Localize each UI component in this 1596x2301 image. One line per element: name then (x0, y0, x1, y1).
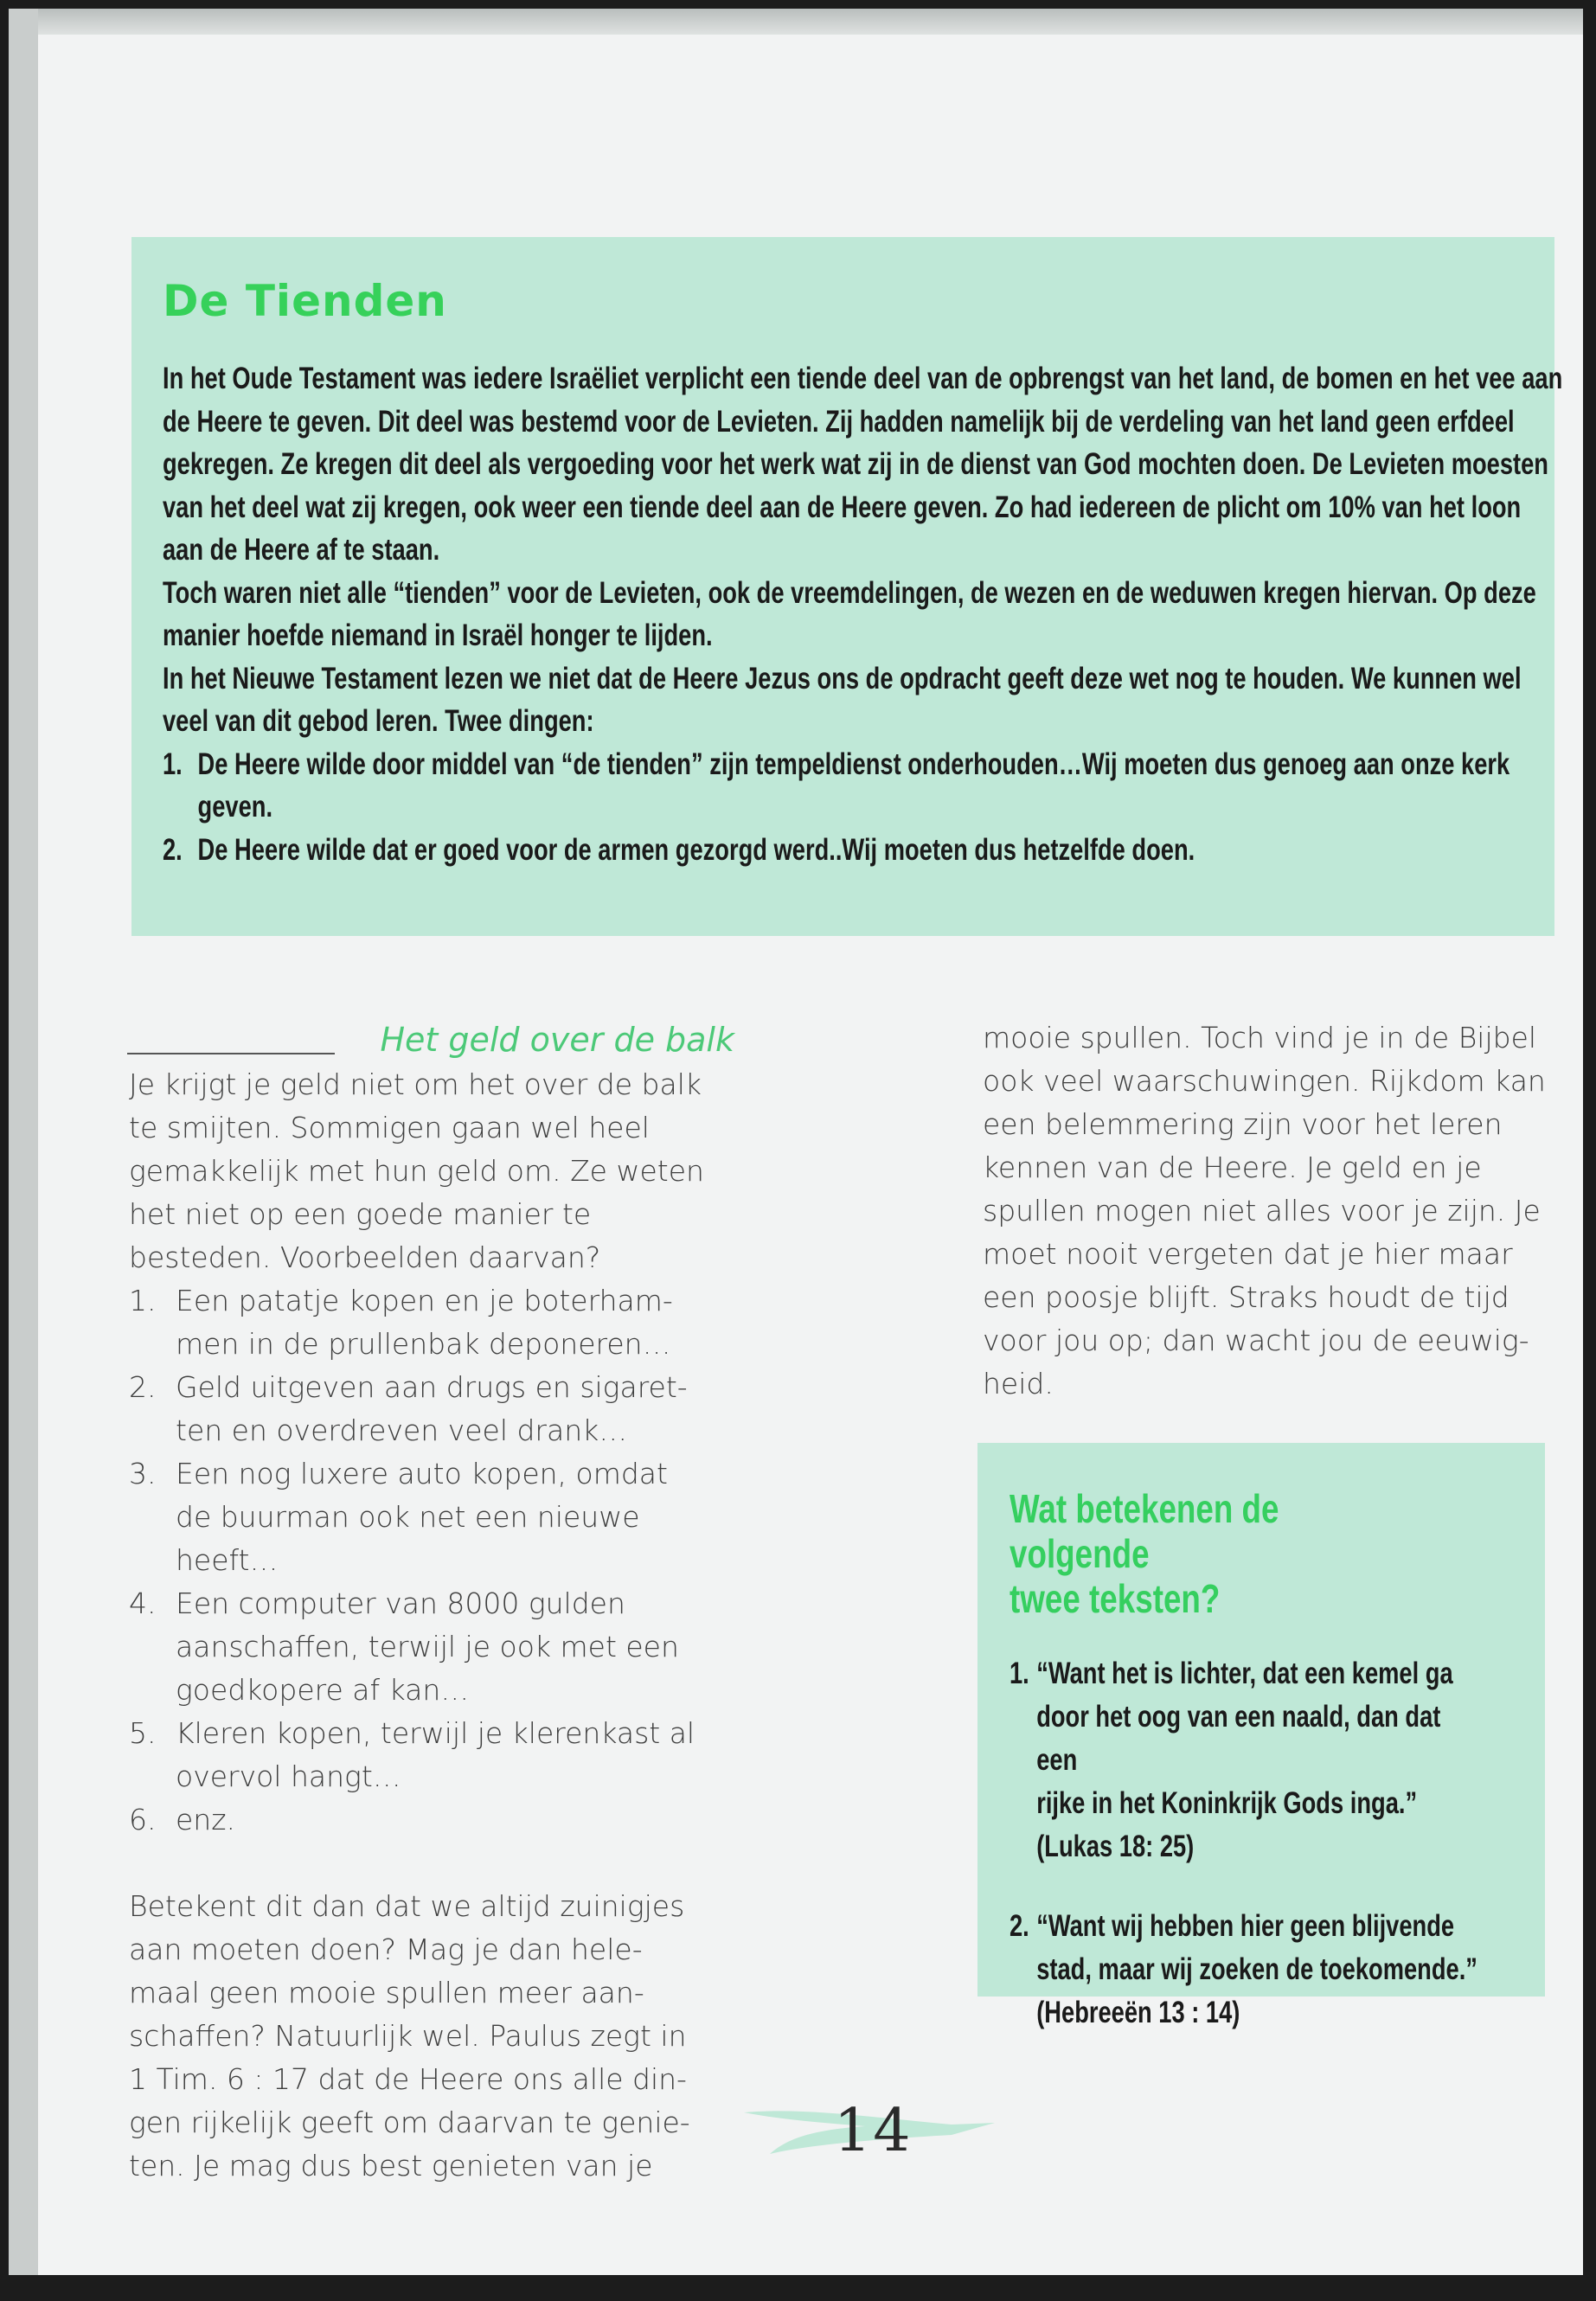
list-item (163, 743, 1566, 829)
quote-line: door het oog van een naald, dan dat een (1036, 1700, 1441, 1777)
list-text: De Heere wilde dat er goed voor de armen gezorgd werd..Wij moeten dus hetzelfde doen. (197, 832, 1195, 867)
list-line: aanschaffen, terwijl je ook met een (176, 1630, 679, 1663)
list-number: 1. (163, 747, 183, 781)
quote-line: stad, maar wij zoeken de toekomende.” (1036, 1952, 1477, 1986)
section-heading: Het geld over de balk (129, 1016, 734, 1063)
paragraph-line: mooie spullen. Toch vind je in de Bijbel (983, 1021, 1537, 1054)
list-line: heeft… (176, 1543, 279, 1577)
paragraph-line: ten. Je mag dus best genieten van je (129, 2149, 653, 2182)
paragraph-line: spullen mogen niet alles voor je zijn. Je (983, 1194, 1541, 1227)
page-number (735, 2093, 1012, 2171)
paragraph-line: een poosje blijft. Straks houdt de tijd (983, 1280, 1509, 1314)
question-list (1010, 1652, 1482, 2035)
paragraph-line: 1 Tim. 6 : 17 dat de Heere ons alle din- (129, 2062, 687, 2096)
list-number: 1. (1010, 1657, 1029, 1690)
paragraph-line: voor jou op; dan wacht jou de eeuwig- (983, 1324, 1529, 1357)
tienden-paragraph: In het Nieuwe Testament lezen we niet dat de Heere Jezus ons de opdracht geeft deze wet nog te houden. We kunnen wel veel van dit gebod leren. Twee dingen: (163, 661, 1522, 738)
list-number: 1. (129, 1284, 157, 1317)
list-item (129, 1279, 734, 1366)
paragraph-line: maal geen mooie spullen meer aan- (129, 1976, 644, 2009)
tienden-body (163, 357, 1566, 871)
paragraph-line: moet nooit vergeten dat je hier maar (983, 1237, 1513, 1271)
tienden-paragraph: In het Oude Testament was iedere Israëliet verplicht een tiende deel van de opbrengst van het land, de bomen en het vee aan de Heere te geven. Dit deel was bestemd voor de Levieten. Zij hadden namelijk bij de verdeling van het land geen erfdeel gekregen. Ze kregen dit deel als vergoeding voor het werk wat zij in de dienst van God mochten doen. De Levieten moesten van het deel wat zij kregen, ook weer een tiende deel aan de Heere geven. Zo had iedereen de plicht om 10% van het loon aan de Heere af te staan. (163, 362, 1563, 567)
tienden-box (131, 237, 1563, 936)
list-line: overvol hangt… (176, 1759, 401, 1793)
quote-line: “Want het is lichter, dat een kemel ga (1036, 1657, 1453, 1690)
list-line: Geld uitgeven aan drugs en sigaret- (176, 1370, 688, 1404)
paragraph-line: een belemmering zijn voor het leren (983, 1107, 1503, 1141)
question-box-title (1010, 1486, 1425, 1621)
continued-paragraph (983, 1016, 1583, 1406)
spacer (129, 1842, 734, 1885)
reference-line: (Hebreeën 13 : 14) (1036, 1996, 1240, 2029)
title-line: Wat betekenen de volgende (1010, 1486, 1279, 1576)
paragraph-line: heid. (983, 1367, 1054, 1400)
list-item (129, 1366, 734, 1452)
paragraph-line: aan moeten doen? Mag je dan hele- (129, 1932, 643, 1966)
list-text: De Heere wilde door middel van “de tienden” zijn tempeldienst onderhouden…Wij moeten dus genoeg aan onze kerk geven. (197, 747, 1510, 824)
list-item (163, 829, 1566, 872)
list-number: 3. (129, 1457, 157, 1490)
list-line: Een computer van 8000 gulden (176, 1586, 625, 1620)
list-line: Kleren kopen, terwijl je klerenkast al (176, 1716, 695, 1750)
tienden-title: De Tienden (163, 276, 447, 326)
reference-line: (Lukas 18: 25) (1036, 1830, 1195, 1863)
list-item (1010, 1905, 1482, 2035)
list-line: Een patatje kopen en je boterham- (176, 1284, 673, 1317)
title-line: twee teksten? (1010, 1576, 1221, 1621)
list-line: ten en overdreven veel drank… (176, 1413, 628, 1447)
paragraph-line: schaffen? Natuurlijk wel. Paulus zegt in (129, 2019, 687, 2053)
tienden-paragraph: Toch waren niet alle “tienden” voor de Levieten, ook de vreemdelingen, de wezen en de weduwen kregen hiervan. Op deze manier hoefde niemand in Israël honger te lijden. (163, 575, 1536, 652)
page-number-text: 14 (834, 2097, 913, 2165)
list-line: enz. (176, 1803, 236, 1836)
question-box (977, 1443, 1545, 2029)
intro-paragraph: Je krijgt je geld niet om het over de balk te smijten. Sommigen gaan wel heel gemakkelijk met hun geld om. Ze weten het niet op een goede manier te besteden. Voorbeelden daarvan? (129, 1067, 704, 1274)
tienden-list (163, 743, 1566, 872)
list-line: goedkopere af kan… (176, 1673, 470, 1707)
book-page (9, 9, 1583, 2275)
paragraph-line: kennen van de Heere. Je geld en je (983, 1150, 1482, 1184)
right-column (983, 1016, 1583, 1406)
closing-paragraph (129, 1885, 734, 2188)
list-item (129, 1452, 734, 1582)
list-number: 2. (1010, 1909, 1029, 1943)
list-item (129, 1798, 734, 1842)
quote-line: rijke in het Koninkrijk Gods inga.” (1036, 1786, 1418, 1820)
list-number: 5. (129, 1716, 157, 1750)
quote-line: “Want wij hebben hier geen blijvende (1036, 1909, 1455, 1943)
paragraph-line: ook veel waarschuwingen. Rijkdom kan (983, 1064, 1546, 1098)
paragraph-line: Betekent dit dan dat we altijd zuinigjes (129, 1889, 685, 1923)
list-number: 2. (129, 1370, 157, 1404)
list-item (129, 1712, 734, 1798)
list-number: 2. (163, 832, 183, 867)
list-number: 6. (129, 1803, 157, 1836)
list-line: men in de prullenbak deponeren… (176, 1327, 671, 1361)
list-line: Een nog luxere auto kopen, omdat (176, 1457, 668, 1490)
left-column (129, 1016, 734, 2188)
paragraph-line: gen rijkelijk geeft om daarvan te genie- (129, 2106, 690, 2139)
list-line: de buurman ook net een nieuwe (176, 1500, 640, 1534)
list-item (1010, 1652, 1482, 1868)
list-item (129, 1582, 734, 1712)
examples-list (129, 1279, 734, 1842)
list-number: 4. (129, 1586, 157, 1620)
